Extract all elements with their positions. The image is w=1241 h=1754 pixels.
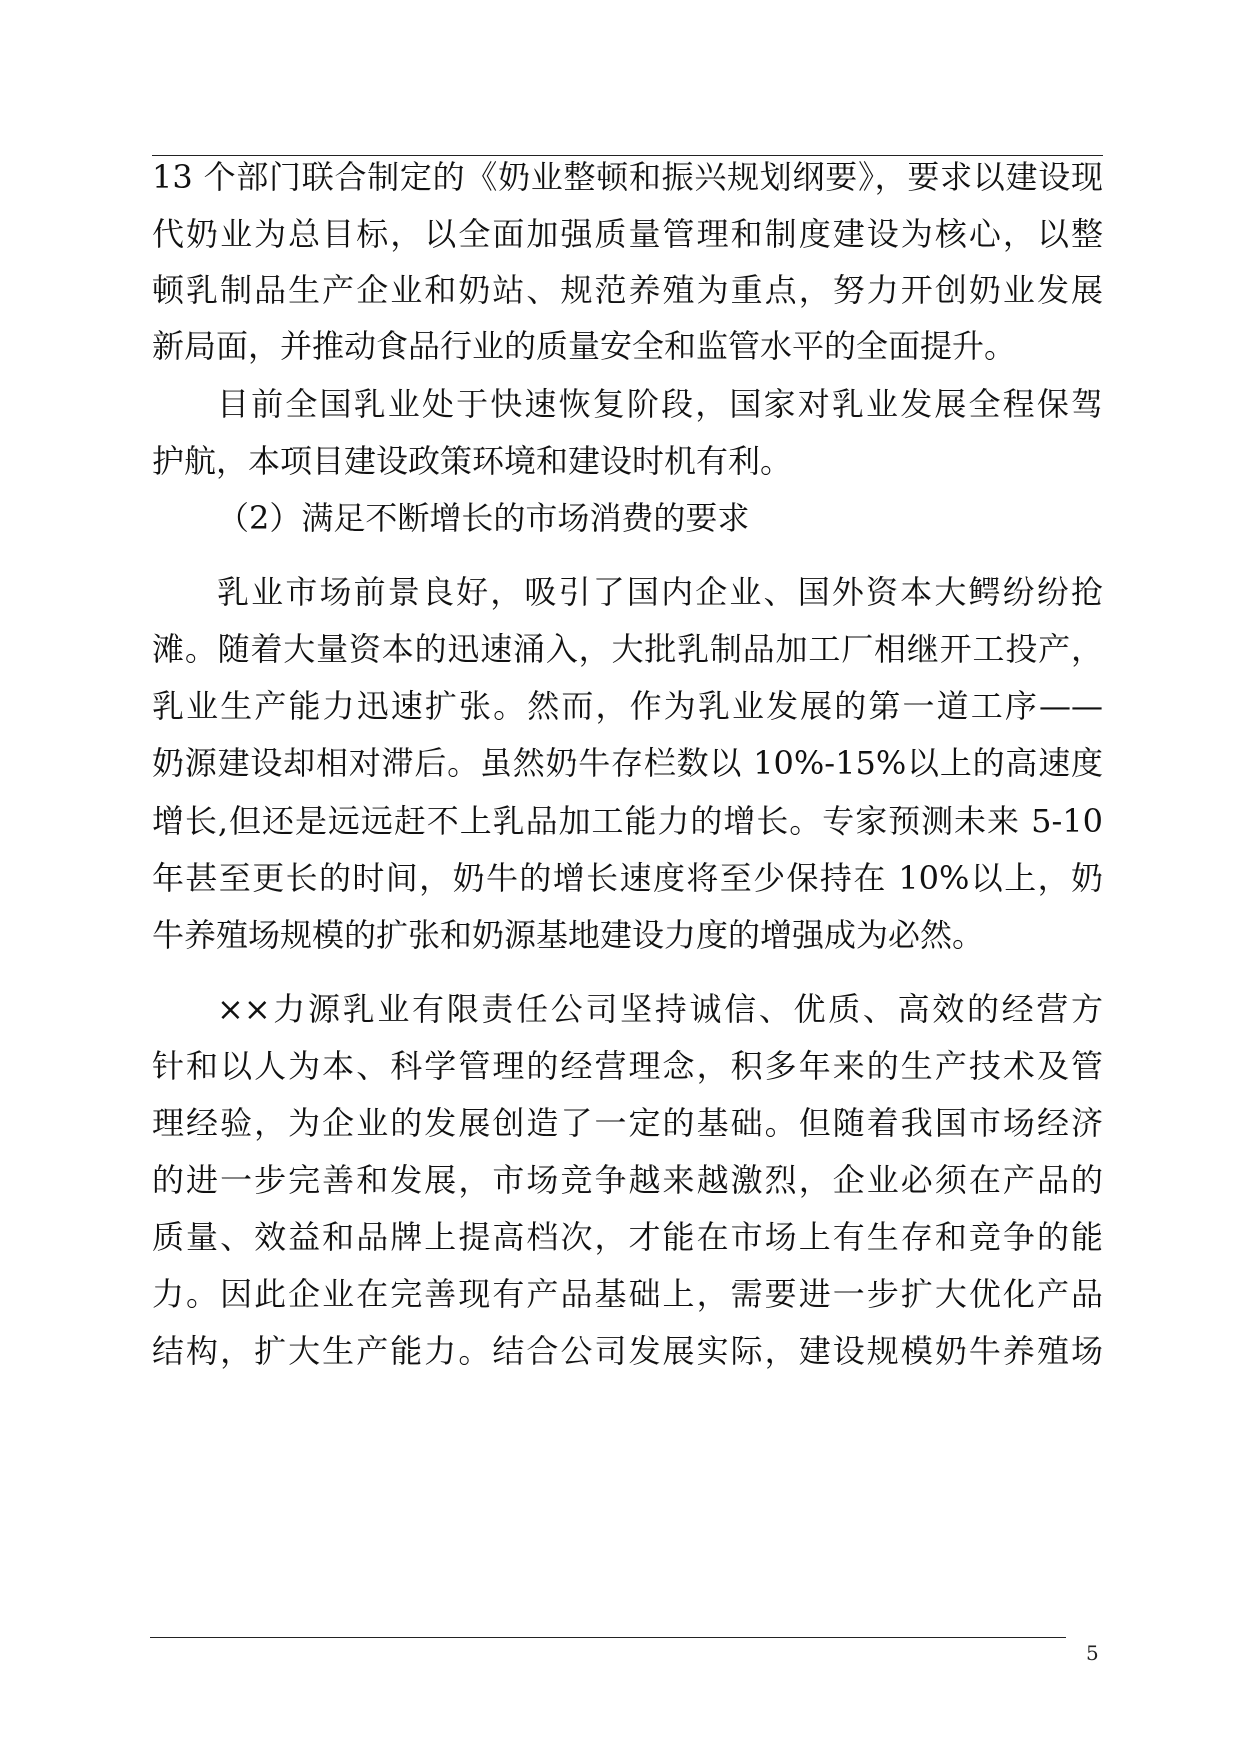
text-line: 护航，本项目建设政策环境和建设时机有利。	[152, 442, 793, 480]
footer-rule	[150, 1637, 1066, 1638]
text-line: 新局面，并推动食品行业的质量安全和监管水平的全面提升。	[152, 327, 1017, 365]
text-line: 理经验，为企业的发展创造了一定的基础。但随着我国市场经济	[152, 1104, 1103, 1142]
text-line: 乳业生产能力迅速扩张。然而，作为乳业发展的第一道工序——	[152, 687, 1103, 725]
text-line: 奶源建设却相对滞后。虽然奶牛存栏数以 10%-15%以上的高速度	[152, 744, 1103, 782]
text-line: 13 个部门联合制定的《奶业整顿和振兴规划纲要》，要求以建设现	[152, 158, 1103, 196]
text-line: 增长,但还是远远赶不上乳品加工能力的增长。专家预测未来 5-10	[152, 802, 1103, 840]
text-line: 牛养殖场规模的扩张和奶源基地建设力度的增强成为必然。	[152, 916, 985, 954]
text-line: 顿乳制品生产企业和奶站、规范养殖为重点，努力开创奶业发展	[152, 271, 1103, 309]
text-line: 结构，扩大生产能力。结合公司发展实际，建设规模奶牛养殖场	[152, 1332, 1103, 1370]
text-line: 代奶业为总目标，以全面加强质量管理和制度建设为核心，以整	[152, 215, 1103, 253]
text-line: 滩。随着大量资本的迅速涌入，大批乳制品加工厂相继开工投产，	[152, 630, 1103, 668]
text-line: 乳业市场前景良好，吸引了国内企业、国外资本大鳄纷纷抢	[217, 573, 1103, 611]
text-line: 年甚至更长的时间，奶牛的增长速度将至少保持在 10%以上，奶	[152, 859, 1103, 897]
text-line: 针和以人为本、科学管理的经营理念，积多年来的生产技术及管	[152, 1047, 1103, 1085]
text-line: 目前全国乳业处于快速恢复阶段，国家对乳业发展全程保驾	[217, 385, 1103, 423]
text-line: 质量、效益和品牌上提高档次，才能在市场上有生存和竞争的能	[152, 1218, 1103, 1256]
text-line: 的进一步完善和发展，市场竞争越来越激烈，企业必须在产品的	[152, 1161, 1103, 1199]
text-line: 力。因此企业在完善现有产品基础上，需要进一步扩大优化产品	[152, 1275, 1103, 1313]
text-line: ××力源乳业有限责任公司坚持诚信、优质、高效的经营方	[217, 990, 1103, 1028]
section-heading: （2）满足不断增长的市场消费的要求	[217, 499, 750, 537]
page-number: 5	[1086, 1641, 1099, 1665]
